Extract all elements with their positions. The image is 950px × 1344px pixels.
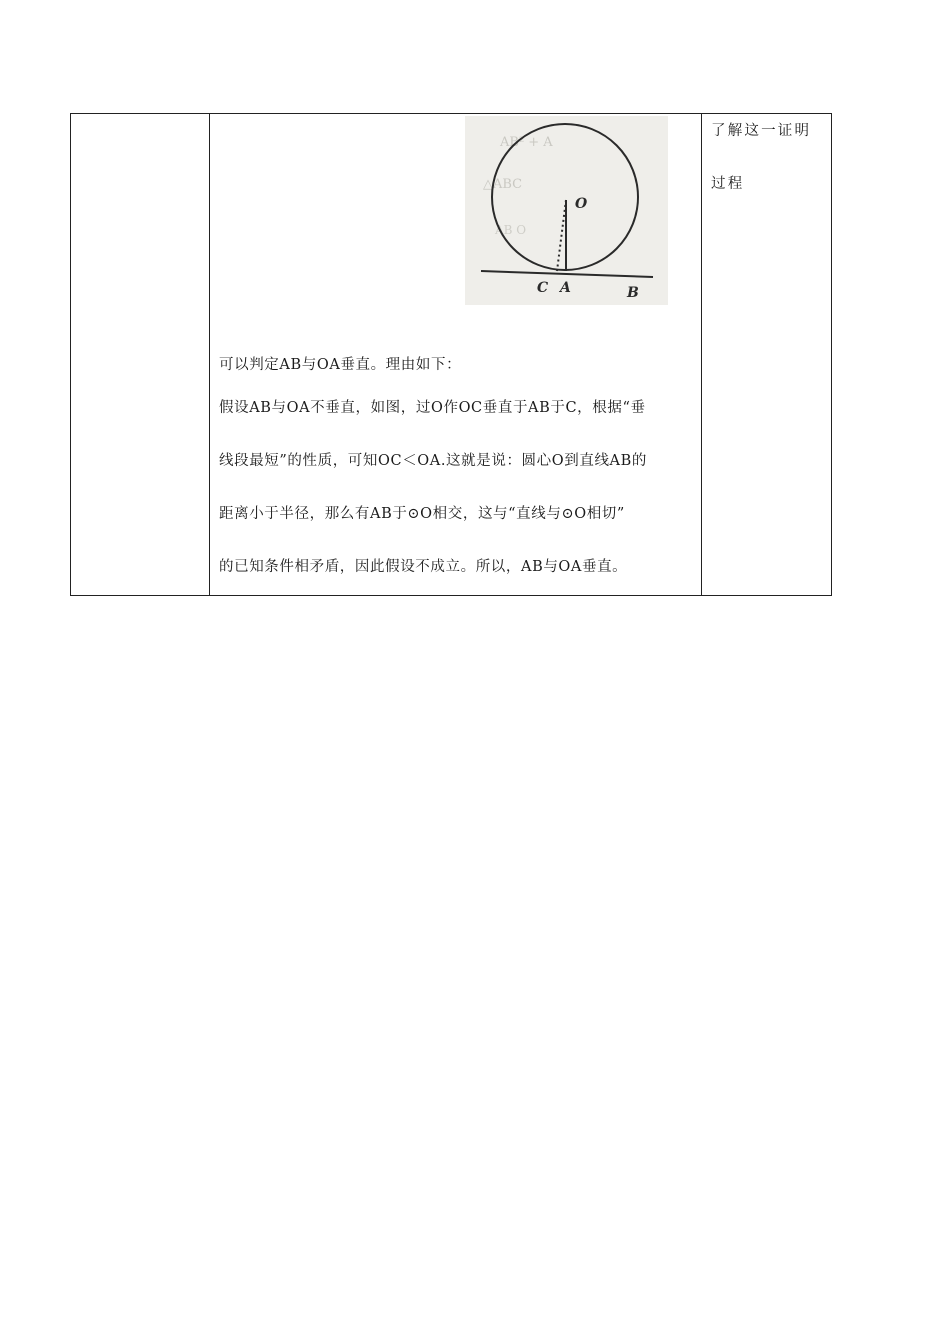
svg-text:△ABC: △ABC — [483, 177, 523, 192]
label-c: C — [537, 280, 549, 296]
proof-line-3: 距离小于半径，那么有AB于⊙O相交，这与“直线与⊙O相切” — [219, 506, 625, 522]
column-divider-left — [209, 114, 210, 595]
note-line-1: 了解这一证明 — [711, 123, 812, 139]
note-line-2: 过程 — [711, 176, 745, 192]
label-b: B — [627, 285, 639, 301]
label-o: O — [575, 196, 588, 212]
tangent-circle-figure — [465, 116, 668, 305]
column-divider-right — [701, 114, 702, 595]
proof-intro: 可以判定AB与OA垂直。理由如下： — [219, 357, 462, 373]
lesson-table — [70, 113, 832, 596]
proof-line-2: 线段最短”的性质，可知OC＜OA.这就是说：圆心O到直线AB的 — [219, 453, 647, 469]
svg-text:AB O: AB O — [495, 223, 527, 237]
tangent-line-ab — [481, 271, 653, 277]
proof-line-4: 的已知条件相矛盾，因此假设不成立。所以，AB与OA垂直。 — [219, 559, 628, 575]
label-a: A — [560, 280, 571, 296]
svg-text:AB² + A: AB² + A — [500, 135, 553, 150]
circle-diagram — [465, 116, 668, 305]
proof-line-1: 假设AB与OA不垂直，如图，过O作OC垂直于AB于C，根据“垂 — [219, 400, 646, 416]
segment-oc-dotted — [557, 200, 566, 271]
